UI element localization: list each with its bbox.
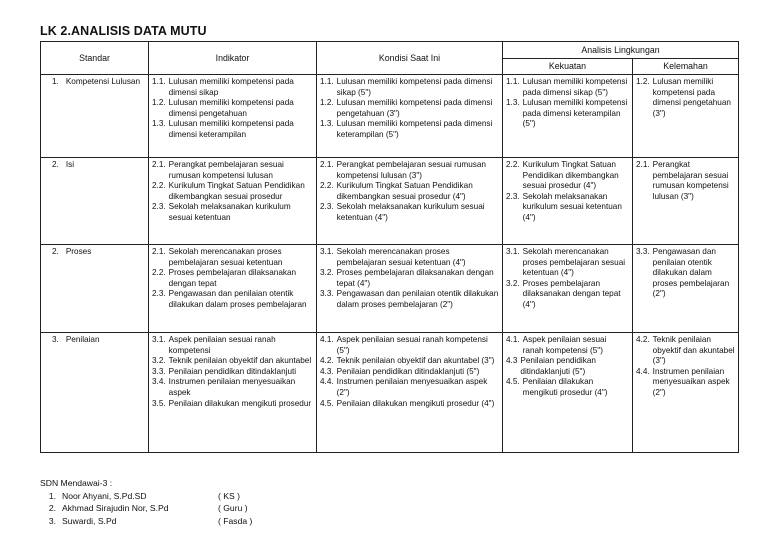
kekuatan-item-number: 2.2. (506, 160, 520, 169)
indikator-item-number: 3.3. (152, 366, 166, 376)
indikator-item-number: 3.1. (152, 335, 166, 344)
kelemahan-item-text: Perangkat pembelajaran sesuai rumusan kompetensi lulusan (3") (652, 160, 729, 201)
kondisi-item-text: Lulusan memiliki kompetensi pada dimensi pengetahuan (3") (336, 98, 493, 118)
indikator-item-text: Sekolah melaksanakan kurikulum sesuai ketentuan (168, 202, 291, 222)
analysis-table (40, 41, 739, 453)
indikator-item-text: Pengawasan dan penilaian otentik dilakukan dalam proses pembelajaran (168, 289, 307, 309)
kondisi-item (320, 399, 499, 410)
kekuatan-item (506, 247, 629, 279)
indikator-item-text: Lulusan memiliki kompetensi pada dimensi keterampilan (168, 119, 294, 139)
member-name: Akhmad Sirajudin Nor, S.Pd (62, 503, 169, 514)
member-row (40, 490, 298, 503)
standar-item (44, 160, 145, 171)
header-kelemahan: Kelemahan (633, 59, 739, 75)
kelemahan-item-text: Instrumen penilaian menyesuaikan aspek (2") (652, 366, 730, 397)
standar-item (44, 77, 145, 88)
table-row (41, 245, 739, 333)
indikator-cell (149, 333, 317, 453)
indikator-cell (149, 245, 317, 333)
indikator-item-number: 2.3. (152, 202, 166, 212)
indikator-item-text: Aspek penilaian sesuai ranah kompetensi (168, 335, 276, 355)
kondisi-cell (317, 333, 503, 453)
kekuatan-item-text: Kurikulum Tingkat Satuan Pendidikan dikembangkan sesuai prosedur (4") (522, 160, 619, 191)
kondisi-item-text: Kurikulum Tingkat Satuan Pendidikan dikembangkan sesuai prosedur (4") (336, 181, 473, 201)
kondisi-item (320, 367, 499, 378)
table-row (41, 158, 739, 245)
member-number: 2. (48, 503, 56, 514)
kekuatan-item-number: 1.1. (506, 77, 520, 86)
member-row (40, 515, 298, 528)
kondisi-item-text: Instrumen penilaian menyesuaikan aspek (2") (336, 377, 488, 397)
kondisi-item-number: 3.2. (320, 268, 334, 278)
kondisi-item-number: 1.2. (320, 98, 334, 108)
kondisi-item (320, 77, 499, 98)
standar-cell (41, 75, 149, 158)
indikator-item-number: 1.1. (152, 77, 166, 86)
indikator-item-text: Proses pembelajaran dilaksanakan dengan tepat (168, 268, 297, 288)
standar-number: 3. (52, 335, 59, 344)
kekuatan-cell (503, 75, 633, 158)
indikator-item (152, 119, 313, 140)
kelemahan-item (636, 335, 735, 367)
kondisi-item-text: Sekolah merencanakan proses pembelajaran sesuai ketentuan (4") (336, 247, 466, 267)
indikator-item-text: Penilaian pendidikan ditindaklanjuti (168, 366, 297, 376)
indikator-item-number: 2.3. (152, 289, 166, 299)
indikator-item-number: 2.2. (152, 268, 166, 278)
kondisi-item-text: Penilaian pendidikan ditindaklanjuti (5") (336, 366, 480, 376)
kekuatan-item (506, 77, 629, 98)
standar-label: Kompetensi Lulusan (65, 77, 141, 86)
footer-signatories (40, 477, 298, 527)
header-kondisi: Kondisi Saat Ini (317, 42, 503, 75)
indikator-item-number: 3.4. (152, 377, 166, 387)
kekuatan-cell (503, 245, 633, 333)
kondisi-item (320, 377, 499, 398)
indikator-item-number: 1.3. (152, 119, 166, 129)
kondisi-item-text: Pengawasan dan penilaian otentik dilakukan dalam proses pembelajaran (2") (336, 289, 499, 309)
indikator-item-number: 3.5. (152, 398, 166, 408)
table-row (41, 75, 739, 158)
member-role: ( Guru ) (218, 503, 248, 514)
member-number: 1. (48, 490, 56, 501)
kondisi-item-text: Teknik penilaian obyektif dan akuntabel (3") (336, 356, 495, 366)
kekuatan-item-number: 4.1. (506, 335, 520, 344)
indikator-item-number: 3.2. (152, 356, 166, 366)
indikator-item-number: 2.1. (152, 160, 166, 169)
standar-number: 2. (52, 247, 59, 256)
kekuatan-item-number: 4.5. (506, 377, 520, 387)
indikator-item-text: Kurikulum Tingkat Satuan Pendidikan dikembangkan sesuai prosedur (168, 181, 305, 201)
school-name: SDN Mendawai-3 : (40, 478, 113, 488)
standar-cell (41, 245, 149, 333)
standar-cell (41, 333, 149, 453)
indikator-item (152, 181, 313, 202)
kekuatan-item-number: 3.1. (506, 247, 520, 256)
standar-cell (41, 158, 149, 245)
kondisi-item (320, 356, 499, 367)
indikator-item (152, 247, 313, 268)
kondisi-item-number: 2.2. (320, 181, 334, 191)
kondisi-item (320, 289, 499, 310)
kekuatan-item (506, 192, 629, 224)
kondisi-item-number: 1.1. (320, 77, 334, 86)
kelemahan-item (636, 247, 735, 300)
kekuatan-item (506, 160, 629, 192)
indikator-cell (149, 158, 317, 245)
kondisi-cell (317, 245, 503, 333)
member-name: Suwardi, S.Pd (62, 515, 117, 526)
kelemahan-cell (633, 158, 739, 245)
indikator-item (152, 356, 313, 367)
member-role: ( Fasda ) (218, 515, 253, 526)
standar-label: Penilaian (65, 335, 100, 344)
kelemahan-item-number: 4.4. (636, 366, 650, 376)
kondisi-item-number: 4.1. (320, 335, 334, 344)
kekuatan-item-text: Lulusan memiliki kompetensi pada dimensi sikap (5") (522, 77, 628, 97)
kelemahan-item-text: Teknik penilaian obyektif dan akuntabel (3") (652, 335, 735, 366)
indikator-item-text: Perangkat pembelajaran sesuai rumusan kompetensi lulusan (168, 160, 284, 180)
standar-label: Isi (65, 160, 75, 169)
kondisi-item-text: Aspek penilaian sesuai ranah kompetensi (5") (336, 335, 488, 355)
header-indikator: Indikator (149, 42, 317, 75)
kelemahan-item-text: Pengawasan dan penilaian otentik dilakukan dalam proses pembelajaran (2") (652, 247, 730, 299)
kekuatan-item-text: Penilaian pendidikan ditindaklanjuti (5") (520, 356, 596, 376)
kekuatan-item-text: Lulusan memiliki kompetensi pada dimensi keterampilan (5") (522, 98, 628, 129)
kondisi-item-text: Penilaian dilakukan mengikuti prosedur (4") (336, 398, 495, 408)
kekuatan-item (506, 279, 629, 311)
kondisi-cell (317, 158, 503, 245)
kekuatan-item-text: Penilaian dilakukan mengikuti prosedur (4") (522, 377, 608, 397)
kekuatan-cell (503, 158, 633, 245)
kondisi-item-number: 1.3. (320, 119, 334, 129)
header-kekuatan: Kekuatan (503, 59, 633, 75)
indikator-item-text: Lulusan memiliki kompetensi pada dimensi pengetahuan (168, 98, 294, 118)
page-title: LK 2.ANALISIS DATA MUTU (40, 24, 207, 38)
indikator-item (152, 77, 313, 98)
kekuatan-item-number: 4.3 (506, 356, 518, 366)
member-number: 3. (48, 515, 56, 526)
indikator-item-text: Sekolah merencanakan proses pembelajaran sesuai ketentuan (168, 247, 283, 267)
kondisi-item-text: Perangkat pembelajaran sesuai rumusan kompetensi lulusan (3") (336, 160, 486, 180)
kelemahan-item-number: 2.1. (636, 160, 650, 169)
kelemahan-item (636, 160, 735, 202)
indikator-item-number: 1.2. (152, 98, 166, 108)
kondisi-item-number: 3.3. (320, 289, 334, 299)
kondisi-item (320, 98, 499, 119)
indikator-item (152, 160, 313, 181)
standar-label: Proses (65, 247, 92, 256)
kelemahan-item-number: 3.3. (636, 247, 650, 256)
indikator-item (152, 335, 313, 356)
kekuatan-item (506, 98, 629, 130)
kondisi-item (320, 160, 499, 181)
kondisi-item-number: 4.2. (320, 356, 334, 366)
kondisi-item (320, 119, 499, 140)
indikator-item-number: 2.2. (152, 181, 166, 191)
indikator-item-text: Lulusan memiliki kompetensi pada dimensi sikap (168, 77, 294, 97)
header-standar: Standar (41, 42, 149, 75)
kondisi-item-text: Lulusan memiliki kompetensi pada dimensi sikap (5") (336, 77, 493, 97)
indikator-item (152, 202, 313, 223)
member-row (40, 502, 298, 515)
kekuatan-item (506, 356, 629, 377)
kekuatan-cell (503, 333, 633, 453)
indikator-item-number: 2.1. (152, 247, 166, 256)
kelemahan-cell (633, 333, 739, 453)
indikator-item (152, 377, 313, 398)
indikator-item (152, 98, 313, 119)
indikator-cell (149, 75, 317, 158)
kekuatan-item-number: 3.2. (506, 278, 520, 288)
kekuatan-item-text: Proses pembelajaran dilaksanakan dengan tepat (4") (522, 278, 621, 309)
kelemahan-item (636, 367, 735, 399)
kondisi-item (320, 335, 499, 356)
member-role: ( KS ) (218, 490, 240, 501)
kekuatan-item-number: 2.3. (506, 191, 520, 201)
kekuatan-item-number: 1.3. (506, 98, 520, 108)
indikator-item (152, 399, 313, 410)
indikator-item (152, 367, 313, 378)
kekuatan-item-text: Sekolah merencanakan proses pembelajaran sesuai ketentuan (4") (522, 247, 626, 278)
standar-item (44, 335, 145, 346)
kondisi-item-text: Proses pembelajaran dilaksanakan dengan tepat (4") (336, 268, 494, 288)
kondisi-item (320, 181, 499, 202)
member-name: Noor Ahyani, S.Pd.SD (62, 490, 147, 501)
kekuatan-item (506, 335, 629, 356)
table-row (41, 333, 739, 453)
indikator-item (152, 289, 313, 310)
header-analisis-lingkungan: Analisis Lingkungan (503, 42, 739, 59)
kondisi-item-text: Sekolah melaksanakan kurikulum sesuai ketentuan (4") (336, 202, 485, 222)
kondisi-item (320, 268, 499, 289)
kekuatan-item-text: Aspek penilaian sesuai ranah kompetensi (5") (522, 335, 607, 355)
indikator-item-text: Instrumen penilaian menyesuaikan aspek (168, 377, 296, 397)
kelemahan-item-number: 1.2. (636, 77, 650, 86)
kelemahan-cell (633, 245, 739, 333)
kondisi-item (320, 202, 499, 223)
indikator-item (152, 268, 313, 289)
standar-item (44, 247, 145, 258)
kondisi-item-number: 2.3. (320, 202, 334, 212)
kondisi-item (320, 247, 499, 268)
kelemahan-item-text: Lulusan memiliki kompetensi pada dimensi pengetahuan (3") (652, 77, 731, 118)
kekuatan-item-text: Sekolah melaksanakan kurikulum sesuai ketentuan (4") (522, 191, 622, 222)
kondisi-item-text: Lulusan memiliki kompetensi pada dimensi keterampilan (5") (336, 119, 493, 139)
indikator-item-text: Teknik penilaian obyektif dan akuntabel (168, 356, 312, 366)
kelemahan-cell (633, 75, 739, 158)
kelemahan-item (636, 77, 735, 119)
kondisi-item-number: 4.5. (320, 398, 334, 408)
standar-number: 2. (52, 160, 59, 169)
kondisi-item-number: 2.1. (320, 160, 334, 169)
standar-number: 1. (52, 77, 59, 86)
kondisi-item-number: 4.3. (320, 366, 334, 376)
kondisi-item-number: 4.4. (320, 377, 334, 387)
kelemahan-item-number: 4.2. (636, 335, 650, 344)
kekuatan-item (506, 377, 629, 398)
kondisi-cell (317, 75, 503, 158)
indikator-item-text: Penilaian dilakukan mengikuti prosedur (168, 398, 312, 408)
kondisi-item-number: 3.1. (320, 247, 334, 256)
